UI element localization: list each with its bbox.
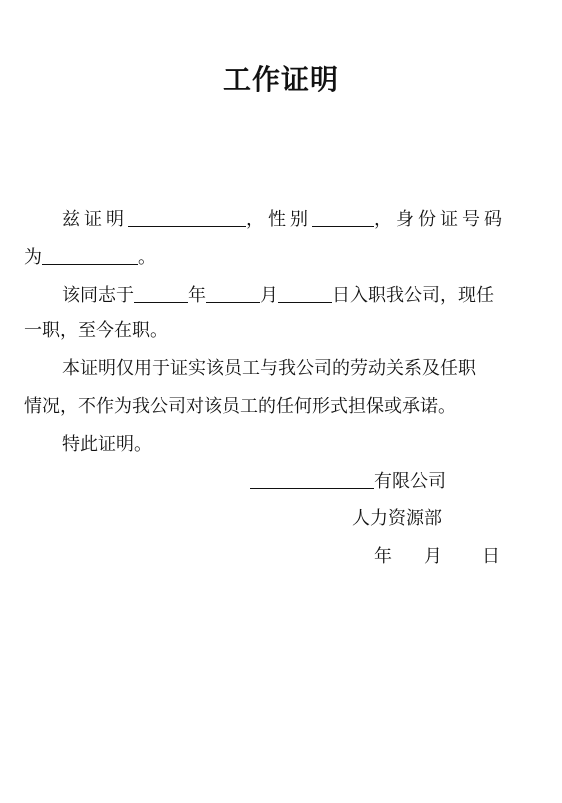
text-purpose-2: 情况，不作为我公司对该员工的任何形式担保或承诺。	[24, 396, 456, 417]
text-joined-on: 该同志于	[62, 285, 134, 306]
text-certify: 兹证明	[62, 209, 128, 230]
join-year-blank[interactable]	[134, 284, 188, 303]
company-name-blank[interactable]	[250, 470, 374, 489]
paragraph-2-line-2	[24, 320, 168, 342]
department-line	[352, 508, 442, 530]
date-month: 月	[424, 546, 442, 567]
text-position: 一职，至今在职。	[24, 320, 168, 341]
company-suffix: 有限公司	[374, 471, 446, 492]
date-line	[374, 546, 500, 568]
paragraph-2-line-1	[62, 284, 494, 307]
join-day-blank[interactable]	[278, 284, 332, 303]
text-gender: ，性别	[246, 209, 312, 230]
document-title: 工作证明	[222, 63, 339, 96]
text-is: 为	[24, 247, 42, 268]
text-month: 月	[260, 285, 278, 306]
company-line	[250, 470, 446, 493]
text-year: 年	[188, 285, 206, 306]
paragraph-3-line-1	[62, 358, 476, 380]
name-blank[interactable]	[128, 208, 246, 227]
paragraph-1-line-2	[24, 246, 156, 269]
department-name: 人力资源部	[352, 508, 442, 529]
text-id-number: ，身份证号码	[374, 209, 506, 230]
paragraph-1-line-1	[62, 208, 506, 231]
date-year: 年	[374, 546, 392, 567]
id-number-blank[interactable]	[42, 246, 138, 265]
join-month-blank[interactable]	[206, 284, 260, 303]
text-period: 。	[138, 247, 156, 268]
text-purpose-1: 本证明仅用于证实该员工与我公司的劳动关系及任职	[62, 358, 476, 379]
text-hereby: 特此证明。	[62, 434, 152, 455]
paragraph-3-line-2	[24, 396, 456, 418]
date-day: 日	[482, 546, 500, 567]
paragraph-4	[62, 434, 152, 456]
gender-blank[interactable]	[312, 208, 374, 227]
text-day-joined: 日入职我公司，现任	[332, 285, 494, 306]
